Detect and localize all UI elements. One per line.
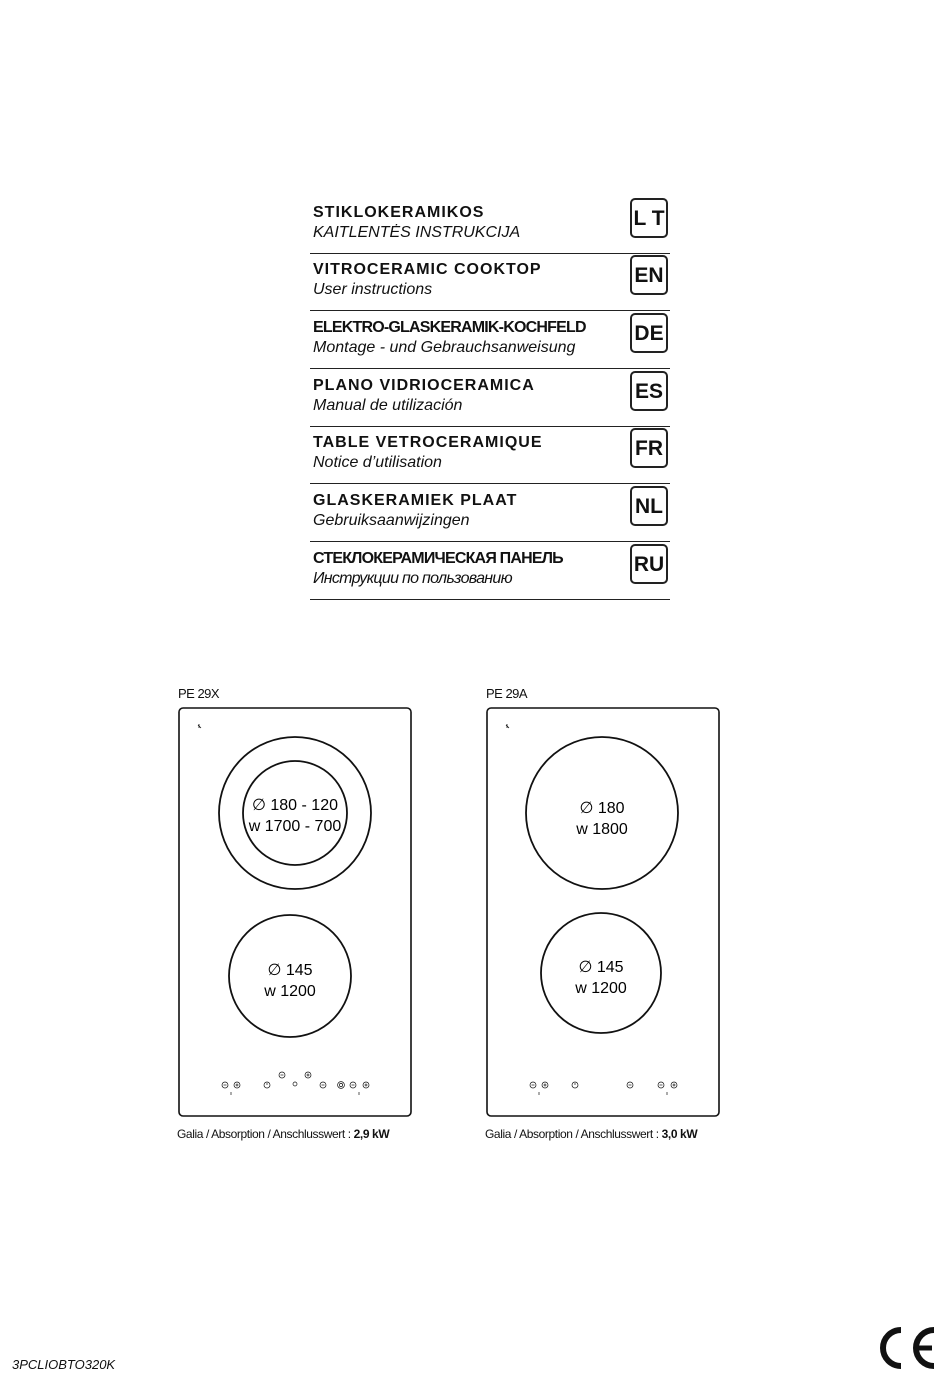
power-rating-value: 3,0 kW [661, 1127, 698, 1141]
language-title: PLANO VIDRIOCERAMICA [313, 377, 535, 394]
divider [310, 310, 670, 311]
language-row-nl [310, 488, 670, 542]
zone-diameter-label: ∅ 145 [578, 959, 624, 976]
power-rating-label: Galia / Absorption / Anschlusswert : [177, 1127, 351, 1141]
language-title: VITROCERAMIC COOKTOP [313, 261, 542, 278]
language-code-badge: ES [630, 371, 668, 411]
language-subtitle: KAITLENTĖS INSTRUKCIJA [313, 224, 521, 241]
language-row-es [310, 373, 670, 427]
dual-zone-icon [338, 1082, 345, 1089]
language-subtitle: Gebruiksaanwijzingen [313, 512, 470, 529]
language-title: GLASKERAMIEK PLAAT [313, 492, 518, 509]
timer-icon [293, 1082, 297, 1086]
power-rating-label: Galia / Absorption / Anschlusswert : [485, 1127, 659, 1141]
language-code-badge: DE [630, 313, 668, 353]
language-subtitle: Notice d’utilisation [313, 454, 442, 471]
divider [310, 253, 670, 254]
zone-power-label: w 1200 [264, 983, 316, 1000]
zone-diameter-label: ∅ 180 [579, 800, 625, 817]
divider [310, 368, 670, 369]
power-rating-note [177, 1127, 389, 1141]
language-code-badge: NL [630, 486, 668, 526]
language-code-badge: FR [630, 428, 668, 468]
zone-power-label: w 1700 - 700 [248, 818, 342, 835]
language-row-lt [310, 200, 670, 254]
cooktop-outline [487, 708, 719, 1116]
language-title: TABLE VETROCERAMIQUE [313, 434, 543, 451]
language-subtitle: Инструкции по пользованию [313, 570, 512, 587]
divider [310, 483, 670, 484]
language-row-ru [310, 546, 670, 600]
zone-diameter-label: ∅ 145 [267, 962, 313, 979]
cooktop-outline [179, 708, 411, 1116]
language-row-en [310, 257, 670, 311]
language-code-badge: RU [630, 544, 668, 584]
ce-mark-logo [874, 1326, 938, 1370]
divider [310, 599, 670, 600]
zone-diameter-label: ∅ 180 - 120 [252, 797, 338, 814]
language-code-badge: L T [630, 198, 668, 238]
control-panel-icons [222, 1072, 369, 1095]
language-row-fr [310, 430, 670, 484]
hot-surface-mark [198, 724, 201, 728]
control-panel-icons [530, 1082, 677, 1095]
language-subtitle: User instructions [313, 281, 433, 298]
language-title: ELEKTRO-GLASKERAMIK-KOCHFELD [313, 319, 586, 336]
language-subtitle: Montage - und Gebrauchsanweisung [313, 339, 576, 356]
language-code-badge: EN [630, 255, 668, 295]
power-rating-value: 2,9 kW [353, 1127, 390, 1141]
language-title: СТЕКЛОКЕРАМИЧЕСКАЯ ПАНЕЛЬ [313, 550, 563, 567]
zone-indicator-mark [231, 1092, 359, 1095]
power-rating-note [485, 1127, 697, 1141]
language-row-de [310, 315, 670, 369]
zone-indicator-mark [539, 1092, 667, 1095]
cooktop-diagram-pe29x [176, 705, 416, 1121]
model-label: PE 29X [178, 686, 220, 701]
divider [310, 426, 670, 427]
model-label: PE 29A [486, 686, 528, 701]
language-subtitle: Manual de utilización [313, 397, 463, 414]
document-code: 3PCLIOBTO320K [12, 1357, 116, 1372]
zone-power-label: w 1800 [576, 821, 628, 838]
cooktop-diagram-pe29a [484, 705, 724, 1121]
language-title: STIKLOKERAMIKOS [313, 204, 485, 221]
divider [310, 541, 670, 542]
hot-surface-mark [506, 724, 509, 728]
zone-power-label: w 1200 [575, 980, 627, 997]
